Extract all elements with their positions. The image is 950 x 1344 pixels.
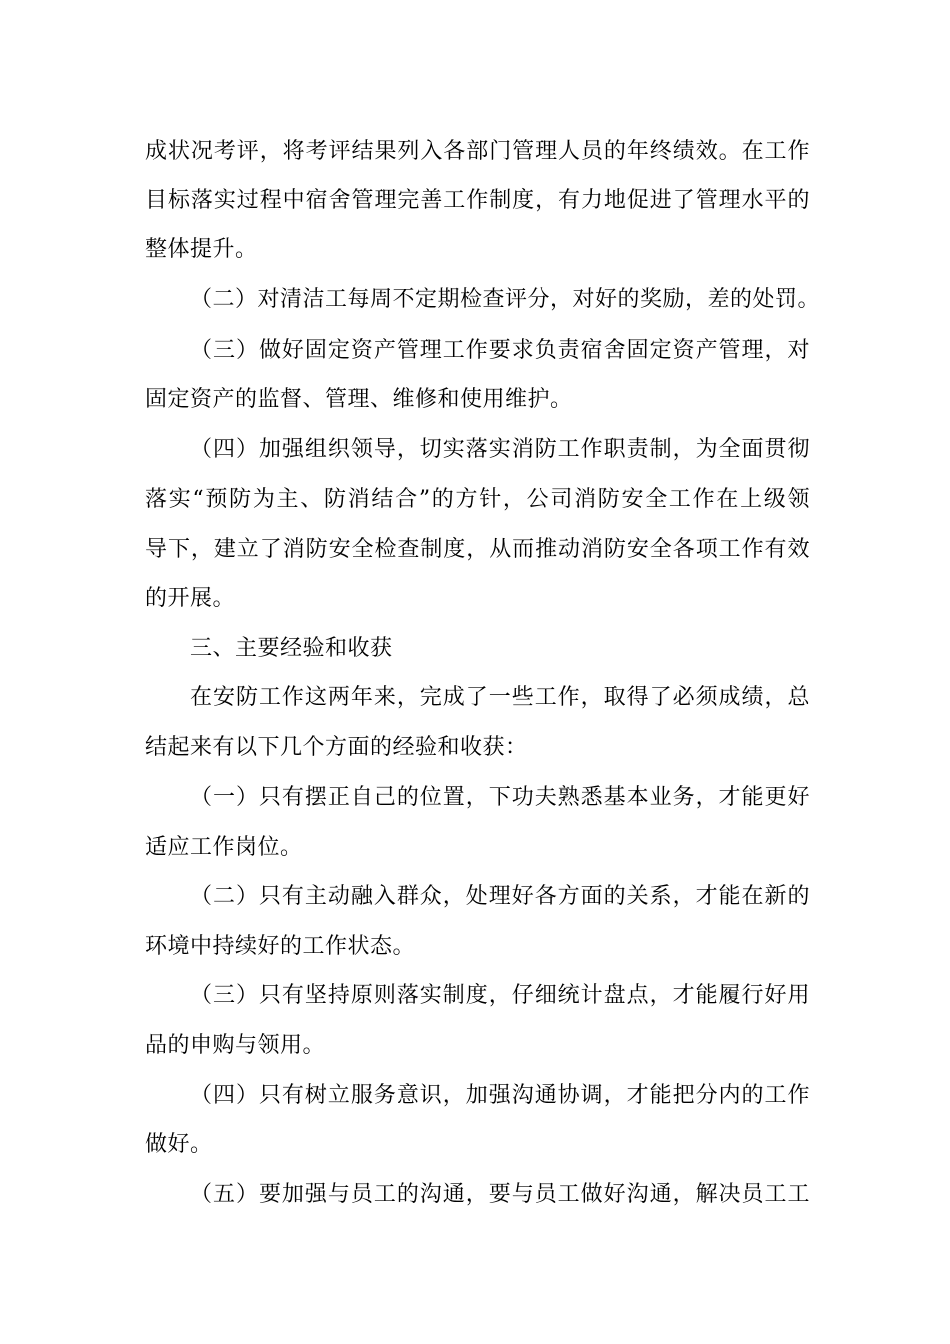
text-line: （二）对清洁工每周不定期检查评分，对好的奖励，差的处罚。 <box>190 287 821 312</box>
text-line: 目标落实过程中宿舍管理完善工作制度，有力地促进了管理水平的 <box>145 188 810 213</box>
text-line: 成状况考评，将考评结果列入各部门管理人员的年终绩效。在工作 <box>145 139 810 164</box>
text-line: 落实“预防为主、防消结合”的方针，公司消防安全工作在上级领 <box>145 487 810 512</box>
text-line: （四）只有树立服务意识，加强沟通协调，才能把分内的工作 <box>190 1083 810 1108</box>
text-line: 的开展。 <box>145 586 236 611</box>
text-line: 在安防工作这两年来，完成了一些工作，取得了必须成绩，总 <box>190 685 810 710</box>
text-line: （一）只有摆正自己的位置，下功夫熟悉基本业务，才能更好 <box>190 785 810 810</box>
text-line: 环境中持续好的工作状态。 <box>145 934 416 959</box>
text-line: 结起来有以下几个方面的经验和收获： <box>145 735 528 760</box>
text-line: 适应工作岗位。 <box>145 835 303 860</box>
text-line: 做好。 <box>145 1132 213 1157</box>
text-line: （四）加强组织领导，切实落实消防工作职责制，为全面贯彻 <box>190 437 810 462</box>
text-line: 品的申购与领用。 <box>145 1033 326 1058</box>
section-heading: 三、主要经验和收获 <box>190 636 393 661</box>
text-line: 整体提升。 <box>145 237 258 262</box>
text-line: 导下，建立了消防安全检查制度，从而推动消防安全各项工作有效 <box>145 537 810 562</box>
text-line: （二）只有主动融入群众，处理好各方面的关系，才能在新的 <box>190 884 810 909</box>
text-line: （五）要加强与员工的沟通，要与员工做好沟通，解决员工工 <box>190 1182 810 1207</box>
text-line: 固定资产的监督、管理、维修和使用维护。 <box>145 387 573 412</box>
text-line: （三）做好固定资产管理工作要求负责宿舍固定资产管理，对 <box>190 338 810 363</box>
text-line: （三）只有坚持原则落实制度，仔细统计盘点，才能履行好用 <box>190 983 810 1008</box>
